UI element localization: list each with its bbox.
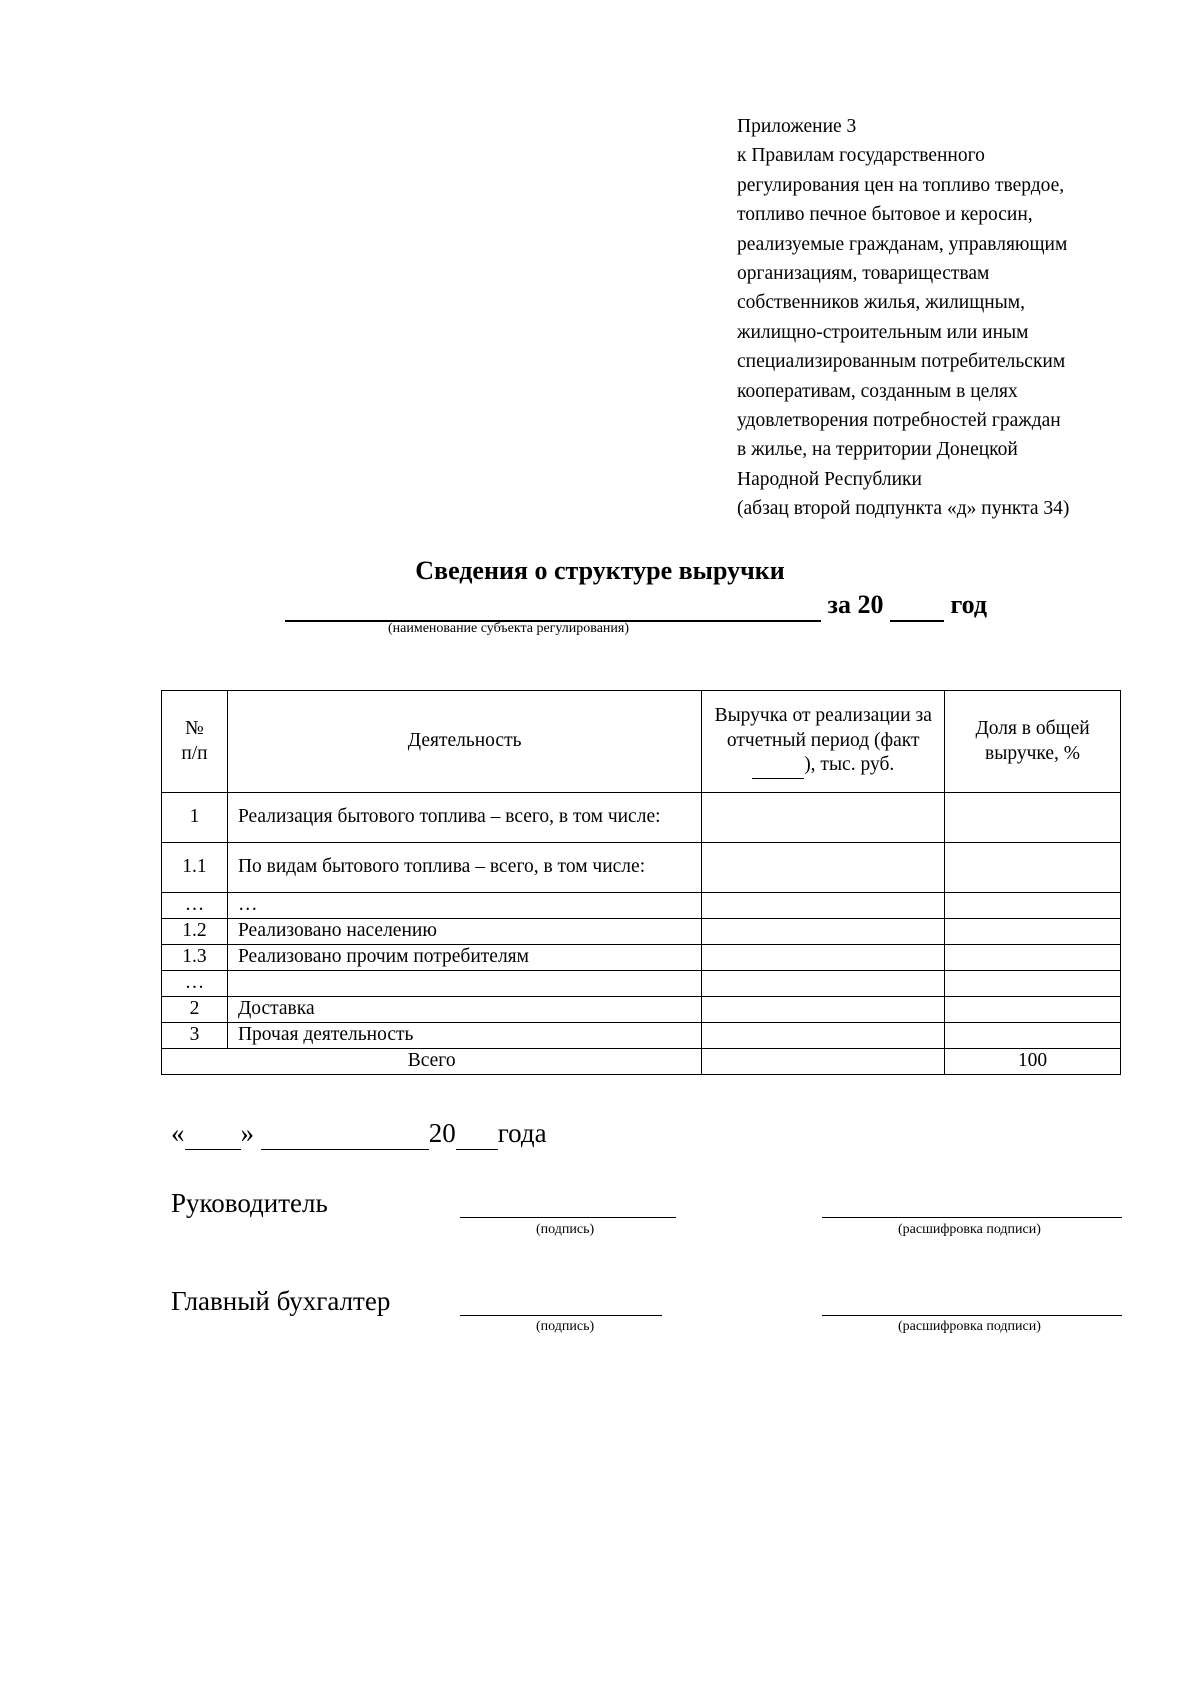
row-num: 2 [162,997,228,1023]
table-row [162,893,1121,919]
head-decoding-hint: (расшифровка подписи) [898,1222,1041,1237]
row-share-cell[interactable] [945,843,1121,893]
row-revenue-cell[interactable] [702,843,945,893]
row-activity: Реализация бытового топлива – всего, в том числе: [227,793,701,843]
row-activity: Доставка [227,997,701,1023]
total-revenue-cell[interactable] [702,1049,945,1075]
year-blank[interactable] [890,590,944,622]
accountant-signature-hint: (подпись) [536,1319,595,1334]
head-signature-hint: (подпись) [536,1222,595,1237]
table-row [162,997,1121,1023]
row-share-cell[interactable] [945,793,1121,843]
table-header-row [162,691,1121,793]
accountant-label: Главный бухгалтер [171,1286,391,1316]
year-suffix-blank[interactable] [456,1118,498,1150]
table-row [162,793,1121,843]
table-row [162,1023,1121,1049]
date-close-quote: » [240,1118,254,1148]
row-share-cell[interactable] [945,945,1121,971]
row-activity: По видам бытового топлива – всего, в том числе: [227,843,701,893]
row-activity [227,971,701,997]
row-num: … [162,971,228,997]
month-blank[interactable] [261,1118,429,1150]
appendix-line: Народной Республики [737,468,922,490]
accountant-decoding-line[interactable] [822,1315,1122,1316]
row-activity: Реализовано населению [227,919,701,945]
table-total-row [162,1049,1121,1075]
row-num: 1.2 [162,919,228,945]
row-activity: Реализовано прочим потребителям [227,945,701,971]
row-activity: Прочая деятельность [227,1023,701,1049]
appendix-line: в жилье, на территории Донецкой [737,439,1018,461]
row-num: 1 [162,793,228,843]
table-row [162,843,1121,893]
day-blank[interactable] [185,1118,241,1150]
header-revenue-suffix: ), тыс. руб. [804,754,895,776]
row-num: … [162,893,228,919]
row-share-cell[interactable] [945,1023,1121,1049]
appendix-line: регулирования цен на топливо твердое, [737,174,1065,196]
entity-name-blank[interactable] [285,590,821,622]
header-num: № п/п [162,691,228,793]
row-share-cell[interactable] [945,893,1121,919]
table-row [162,971,1121,997]
row-revenue-cell[interactable] [702,793,945,843]
header-activity: Деятельность [227,691,701,793]
total-label: Всего [162,1049,702,1075]
appendix-line: топливо печное бытовое и керосин, [737,204,1033,226]
accountant-signature-line[interactable] [460,1315,662,1316]
row-revenue-cell[interactable] [702,997,945,1023]
entity-name-hint: (наименование субъекта регулирования) [388,621,630,636]
appendix-line: специализированным потребительским [737,351,1066,373]
table-row [162,945,1121,971]
date-year-prefix: 20 [428,1118,456,1148]
header-share: Доля в общей выручке, % [945,691,1121,793]
subtitle-line [285,590,987,622]
head-decoding-line[interactable] [822,1217,1122,1218]
row-revenue-cell[interactable] [702,971,945,997]
appendix-line: жилищно-строительным или иным [737,321,1029,343]
table-row [162,919,1121,945]
head-signature-line[interactable] [460,1217,676,1218]
row-revenue-cell[interactable] [702,893,945,919]
appendix-line: (абзац второй подпункта «д» пункта 34) [737,498,1070,520]
appendix-line: удовлетворения потребностей граждан [737,410,1061,432]
row-revenue-cell[interactable] [702,919,945,945]
document-title: Сведения о структуре выручки [415,556,785,585]
header-revenue-prefix: Выручка от реализации за отчетный период (факт [714,705,932,751]
revenue-structure-table [161,690,1121,1075]
row-num: 3 [162,1023,228,1049]
header-revenue [702,691,945,793]
row-num: 1.1 [162,843,228,893]
appendix-line: к Правилам государственного [737,145,985,167]
accountant-decoding-hint: (расшифровка подписи) [898,1319,1041,1334]
date-suffix: года [497,1118,547,1148]
appendix-reference [737,112,1177,524]
row-share-cell[interactable] [945,919,1121,945]
row-num: 1.3 [162,945,228,971]
row-revenue-cell[interactable] [702,945,945,971]
row-share-cell[interactable] [945,971,1121,997]
row-activity: … [227,893,701,919]
head-label: Руководитель [171,1188,328,1218]
appendix-line: реализуемые гражданам, управляющим [737,233,1068,255]
appendix-line: кооперативам, созданным в целях [737,380,1018,402]
year-word: год [950,590,988,619]
fact-year-blank[interactable] [752,753,804,779]
date-line [171,1118,547,1150]
date-open-quote: « [171,1118,185,1148]
appendix-line: собственников жилья, жилищным, [737,292,1025,314]
period-text: за 20 [827,590,884,619]
appendix-line: Приложение 3 [737,116,857,137]
row-share-cell[interactable] [945,997,1121,1023]
total-share-value: 100 [945,1049,1121,1075]
appendix-line: организациям, товариществам [737,263,990,285]
row-revenue-cell[interactable] [702,1023,945,1049]
